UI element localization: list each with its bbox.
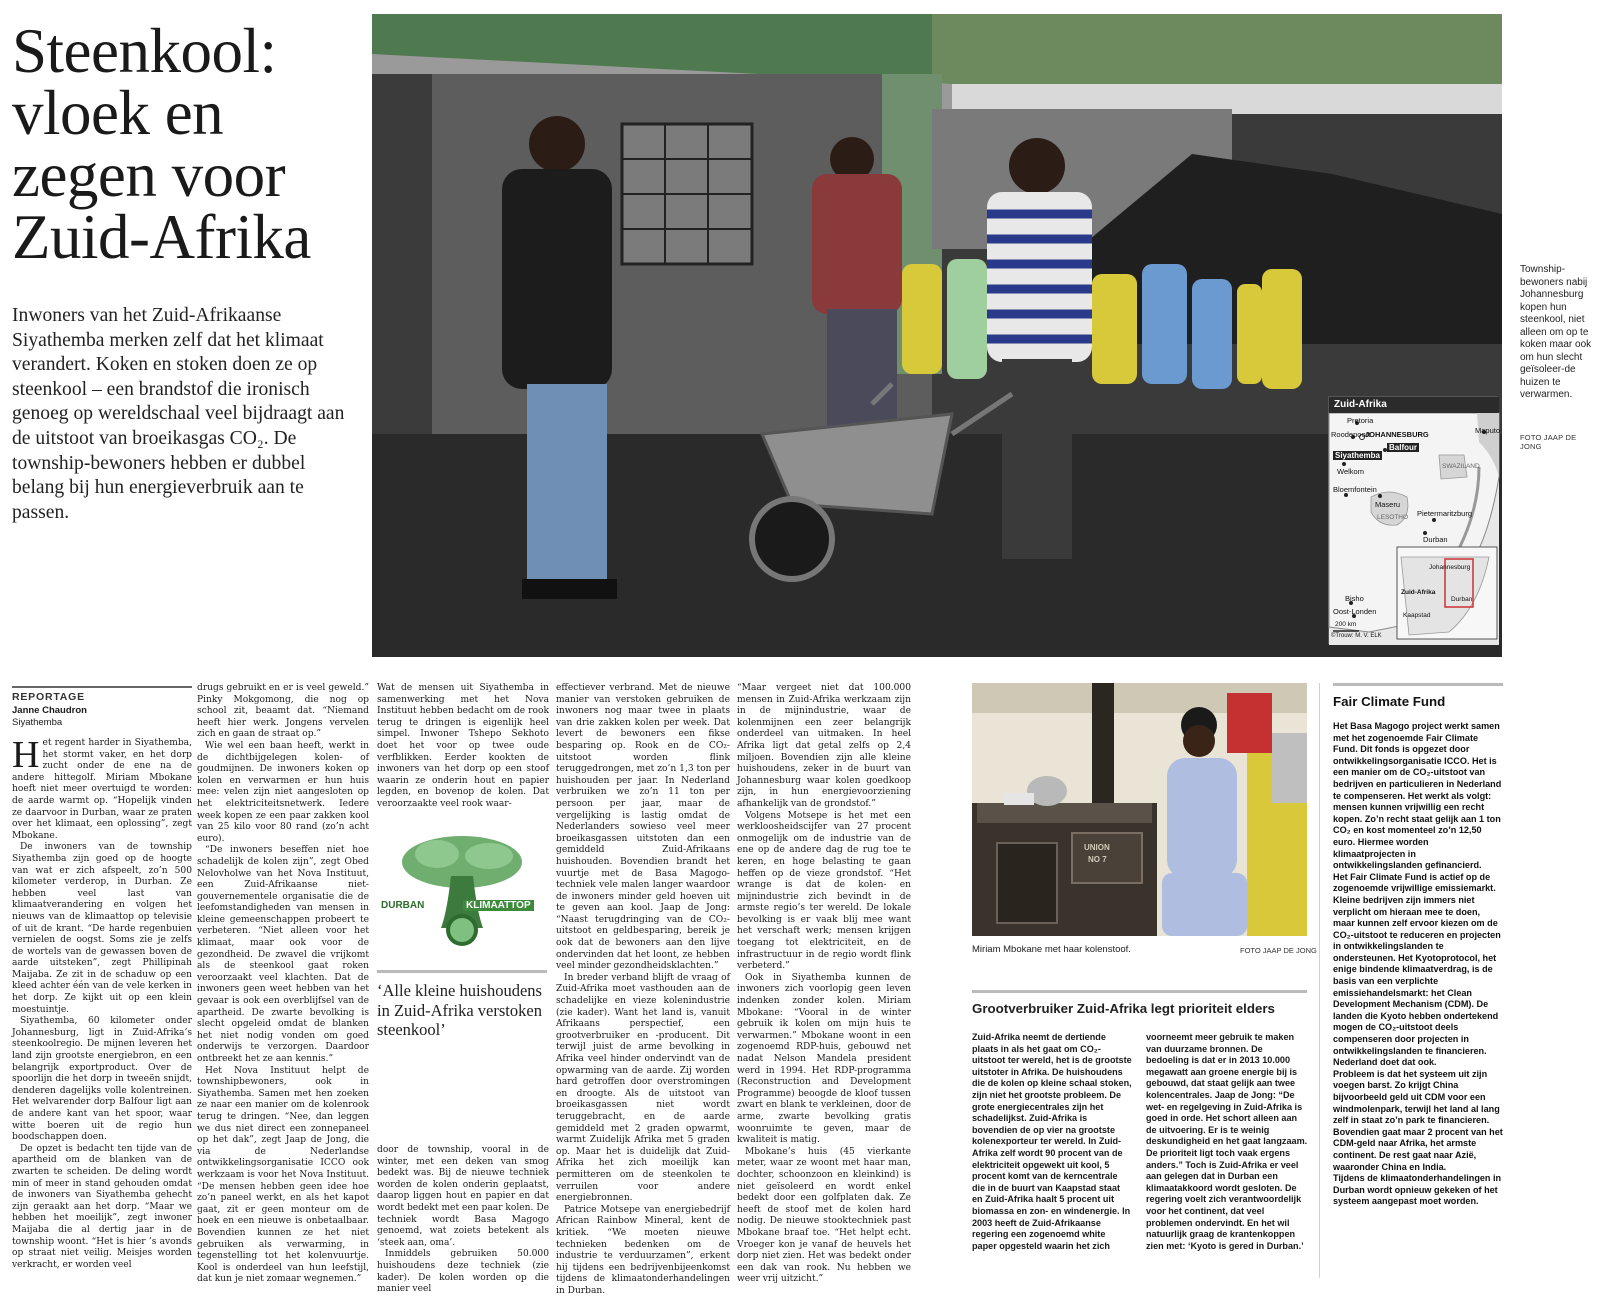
logo-text-durban: DURBAN — [381, 900, 425, 911]
article-paragraph: Wie wel een baan heeft, werkt in de dichtbijgelegen kolen- of goudmijnen. De inwoners koken op kolen en verwarmen er hun huis mee: velen zijn niet aangesloten op het elektriciteitsnetwerk. Iedere week kopen ze een paar zakken kool van 25 kilo voor 80 rand (zo’n acht euro). — [197, 740, 369, 844]
article-paragraph: In breder verband blijft de vraag of Zuid-Afrika moet vasthouden aan de schadelijke en vieze kolenindustrie (zie kader). Want het land is, vanuit Afrikaans perspectief, een grootverbruiker en -producent. Dit terwijl juist de arme bevolking in Afrika veel hinder ondervindt van de opwarming van de aarde. Zij worden hard getroffen door overstromingen en droogte. Als de uitstoot van broeikasgassen niet wordt teruggebracht, en de aarde gemiddeld met 2 graden opwarmt, warmt Zuidelijk Afrika met 5 graden op. Maar het is duidelijk dat Zuid-Afrika het zich moeilijk kan permitteren om de steenkolen te verruilen voor andere energiebronnen. — [556, 972, 730, 1204]
author-name: Janne Chaudron — [12, 705, 87, 716]
map-label-siyathemba: Siyathemba — [1335, 451, 1380, 460]
article-paragraph: “Maar vergeet niet dat 100.000 mensen in Zuid-Afrika werkzaam zijn in de mijnindustrie, waar de kolenmijnen een zeer belangrijk onderdeel van uitmaken. In heel Afrika ligt dat getal zelfs op 2,4 miljoen. Bovendien zijn alle kleine huishoudens, zeker in de buurt van Johannesburg waar kolen goedkoop zijn, in hun energievoorziening afhankelijk van de grondstof.” — [737, 683, 911, 809]
article-paragraph: Siyathemba, 60 kilometer onder Johannesburg, ligt in Zuid-Afrika’s steenkoolregio. De mijnen leveren het land zijn grootste energiebron, en een belangrijk exportproduct. Over de spoorlijn die het dorp in tweeën snijdt, denderen dagelijks volle kolentreinen. Het welvarender dorp Balfour ligt aan de andere kant van het spoor, waar witte boeren uit de regio hun boodschappen doen. — [12, 1016, 192, 1143]
article-column-5 — [737, 683, 911, 1283]
article-column-1 — [12, 734, 192, 1283]
durban-klimaattop-logo — [377, 832, 547, 950]
article-paragraph: drugs gebruikt en er is veel geweld.” Pinky Mokgomong, die nog op school zit, beaamt dat. “Niemand heeft hier werk. Jongens vervelen zich en gaan de straat op.” — [197, 683, 369, 740]
inset-label-zuid-afrika: Zuid-Afrika — [1401, 589, 1436, 596]
main-photo-caption: Township-bewoners nabij Johannesburg kopen hun steenkool, niet alleen om op te koken maar ook om hun slecht geïsoleer-de huizen te verwarmen. — [1520, 264, 1592, 400]
fair-climate-fund-box — [1333, 683, 1503, 1277]
box-paragraph: Het Fair Climate Fund is actief op de zogenoemde vrijwillige emissiemarkt. Kleine bedrijven zijn immers niet verplicht om hieraan mee te doen, maar kunnen zelf ervoor kiezen om de CO₂-uitstoot te reduceren en projecten in ontwikkelingslanden te ondersteunen. Het Kyotoprotocol, het enige bindende klimaatverdrag, is de basis van een verplichte emissiehandelsmarkt: het Clean Development Mechanism (CDM). De landen die Kyoto hebben ondertekend mogen de CO₂-uitstoot deels compenseren door projecten in ontwikkelingslanden te financieren. Nederland doet dat ook. — [1333, 871, 1501, 1068]
box-paragraph: Het Basa Magogo project werkt samen met het zogenoemde Fair Climate Fund. Dit fonds is opgezet door ontwikkelingsorganisatie ICCO. Het is een manier om de CO₂-uitstoot van bedrijven en particulieren in Nederland te compenseren. Het werkt als volgt: mensen kunnen vrijwillig een recht kopen. Zo’n recht staat gelijk aan 1 ton CO₂ en kost momenteel zo’n 12,50 euro. Hiermee worden klimaatprojecten in ontwikkelingslanden gefinancierd. — [1333, 721, 1502, 871]
inset-label-johannesburg: Johannesburg — [1429, 564, 1471, 571]
box-body — [1333, 721, 1503, 1208]
inset-label-kaapstad: Kaapstad — [1403, 612, 1431, 619]
map-scale: 200 km — [1335, 621, 1357, 628]
map-label-lesotho: LESOTHO — [1377, 514, 1409, 521]
stove-label-number: NO 7 — [1088, 855, 1107, 864]
column-divider — [1319, 683, 1320, 1278]
article-paragraph: Het Nova Instituut helpt de townshipbewoners, ook in Siyathemba. Samen met hen zoeken ze naar een manier om de kolenrook terug te dringen. “Nee, dan leggen we dus niet direct een zonnepaneel op het dak”, zegt Jaap de Jong, die via de Nederlandse ontwikkelingsorganisatie ICCO ook werkzaam is voor het Nova Instituut. “De mensen hebben geen idee hoe zo’n paneel werkt, en als het kapot gaat, zit er geen monteur om de hoek en een nieuwe is onbetaalbaar. Bovendien kunnen ze het niet gebruiken als verwarming, in tegenstelling tot het kolenvuurtje. Kool is onderdeel van hun leefstijl, dat kun je niet zomaar wegnemen.” — [197, 1065, 369, 1285]
article-paragraph: Inmiddels gebruiken 50.000 huishoudens deze techniek (zie kader). De kolen worden op die manier veel — [377, 1249, 549, 1295]
article-column-4 — [556, 683, 730, 1296]
article-paragraph: Patrice Motsepe van energiebedrijf African Rainbow Mineral, kent de kritiek. “We moeten nieuwe technieken bedenken om de industrie te verduurzamen”, erkent hij tijdens een bedrijvenbijeenkomst tijdens de klimaatonderhandelingen in Durban. — [556, 1204, 730, 1296]
article-paragraph: Mbokane’s huis (45 vierkante meter, waar ze woont met haar man, dochter, schoonzoon en kleinkind) is niet geïsoleerd en wordt enkel bedekt door een golfplaten dak. Ze heeft de stoof met de kolen hard nodig. De nieuwe stooktechniek past Mbokane braaf toe. “Het helpt echt. Vroeger kon je vanaf de heuvels het dorp niet zien. Het was bedekt onder een dak van rook. Nu hebben we weer vrij uitzicht.” — [737, 1146, 911, 1285]
sidebar-headline: Grootverbruiker Zuid-Afrika legt prioriteit elders — [972, 990, 1307, 1016]
article-paragraph: Het regent harder in Siyathemba, het stormt vaker, en het dorp zucht onder de ene na de andere hittegolf. Miriam Mbokane hoeft niet meer overtuigd te worden: de aarde warmt op. “Hopelijk vinden ze daarvoor in Durban, waar ze praten over het klimaat, een oplossing”, zegt Mbokane. — [12, 734, 192, 841]
map-source: ©Trouw: M. V. ELK — [1331, 633, 1382, 639]
article-paragraph: “De inwoners beseffen niet hoe schadelijk de kolen zijn”, zegt Obed Nelovholwe van het Nova Instituut, een Zuid-Afrikaanse niet-gouvernementele organisatie die de leefomstandigheden van mensen in kleine gemeenschappen probeert te verbeteren. “Niet alleen voor het klimaat, maar ook voor de gezondheid. De zwavel die vrijkomt als de steenkool gaat roken veroorzaakt veel klachten. Dat de inwoners geen weet hebben van het gevaar is ook een overblijfsel van de apartheid. De zwarte bevolking is slecht opgeleid omdat de blanken het niet nodig vonden om goed onderwijs te verzorgen. Daardoor ontbreekt het ze aan kennis.” — [197, 845, 369, 1064]
locator-map — [1328, 396, 1501, 644]
map-label-balfour: Balfour — [1389, 443, 1417, 452]
headline: Steenkool: vloek en zegen voor Zuid-Afrika — [12, 16, 311, 272]
article-paragraph: door de township, vooral in de winter, met een deken van smog bedekt was. Bij de nieuwe techniek worden de kolen onderin geplaatst, daarop liggen hout en papier en dat wordt bedekt met een paar kolen. De techniek wordt Basa Magogo genoemd, wat zoiets betekent als ‘steek aan, oma’. — [377, 1145, 549, 1248]
map-label-johannesburg: JOHANNESBURG — [1365, 430, 1429, 439]
stove-label-union: UNION — [1084, 843, 1110, 852]
inset-label-durban: Durban — [1451, 596, 1473, 603]
article-column-3-top — [377, 683, 549, 813]
map-label-bisho: Bisho — [1345, 594, 1364, 603]
box-paragraph: Probleem is dat het systeem uit zijn voegen barst. Zo krijgt China bijvoorbeeld geld uit CDM voor een windmolenpark, terwijl het land al lang zelf in staat zo’n park te financieren. Bovendien gaat maar 2 procent van het CDM-geld naar Afrika, het armste continent. De rest gaat naar Azië, waaronder China en India. — [1333, 1068, 1503, 1172]
pull-quote: ‘Alle kleine huishoudens in Zuid-Afrika verstoken steenkool’ — [377, 970, 547, 1040]
stove-photo-caption: Miriam Mbokane met haar kolenstoof. — [972, 944, 1131, 955]
box-title: Fair Climate Fund — [1333, 694, 1446, 709]
map-label-swaziland: SWAZILAND — [1442, 463, 1480, 470]
article-paragraph: De opzet is bedacht ten tijde van de apartheid om de blanken van de zwarten te scheiden. De deling wordt min of meer in stand gehouden omdat de inwoners van Siyathemba gehecht zijn geraakt aan het dorp. “Maar we hebben het moeilijk”, zegt inwoner Maijaba die al dertig jaar in de township woont. “Het is hier ’s avonds op straat niet veilig. Meisjes worden verkracht, er worden veel — [12, 1143, 192, 1270]
intro: Inwoners van het Zuid-Afrikaanse Siyathemba merken zelf dat het klimaat verandert. Koken en stoken doen ze op steenkool – een brandstof die ironisch genoeg op wereldschaal veel bijdraagt aan de uitstoot van broeikasgas CO₂. De township-bewoners hebben er dubbel belang bij hun energieverbruik aan te passen. — [12, 305, 345, 523]
map-title: Zuid-Afrika — [1329, 397, 1499, 413]
byline — [12, 705, 192, 729]
drop-cap: H — [12, 734, 40, 776]
map-label-pretoria: Pretoria — [1347, 416, 1374, 425]
map-label-oost-londen: Oost-Londen — [1333, 607, 1377, 616]
article-paragraph: Wat de mensen uit Siyathemba in samenwerking met het Nova Instituut hebben bedacht om de rook terug te dringen is eigenlijk heel simpel. Inwoner Tshepo Sekhoto doet het voor op twee oude verfblikken. Eerder kookten de inwoners van het dorp op een stoof waarin ze onderin hout en papier legden, en bovenop de kolen. Dat veroorzaakte veel rook waar- — [377, 683, 549, 809]
map-label-pietermaritzburg: Pietermaritzburg — [1417, 509, 1473, 518]
map-label-maseru: Maseru — [1375, 500, 1401, 509]
dateline: Siyathemba — [12, 717, 63, 728]
map-label-maputo: Maputo — [1475, 426, 1501, 435]
section-kicker: REPORTAGE — [12, 686, 192, 703]
stove-photo — [972, 683, 1307, 936]
map-label-durban: Durban — [1423, 535, 1448, 544]
article-column-3-bottom — [377, 1145, 549, 1295]
sidebar-column-2: voorneemt meer gebruik te maken van duurzame bronnen. De bedoeling is dat er in 2013 10.000 megawatt aan groene energie bij is gebouwd, dat staat gelijk aan twee kolencentrales. Jaap de Jong: “De wet- en regelgeving in Zuid-Afrika is goed in orde. Het schort alleen aan de uitvoering. Er is te weinig deskundigheid en het gaat langzaam. De prioriteit ligt toch vaak ergens anders.” Toch is Zuid-Afrika er veel aan gelegen dat in Durban een klimaatakkoord wordt gesloten. De regering voelt zich verantwoordelijk voor het continent, dat veel problemen ondervindt. En het wil natuurlijk graag de krantenkoppen zien met: ‘Kyoto is gered in Durban.’ — [1146, 1032, 1308, 1251]
map-label-welkom: Welkom — [1337, 467, 1364, 476]
article-paragraph: Ook in Siyathemba kunnen de inwoners zich voorlopig geen leven indenken zonder kolen. Miriam Mbokane: “Vooral in de winter gebruik ik kolen om mijn huis te verwarmen.” Mbokane woont in een zogenoemd RDP-huis, gebouwd net nadat Nelson Mandela president werd in 1994. Het RDP-programma (Reconstruction and Development Programme) beoogde de kloof tussen zwart en blank te verkleinen, door de arme, zwarte bevolking gratis woonruimte te geven, maar de kwaliteit is matig. — [737, 972, 911, 1146]
map-label-bloemfontein: Bloemfontein — [1333, 485, 1377, 494]
main-photo-credit: FOTO JAAP DE JONG — [1520, 433, 1577, 451]
article-paragraph: De inwoners van de township Siyathemba zijn goed op de hoogte van wat er zich afspeelt, zo’n 500 kilometer verderop, in Durban. Ze hebben veel last van klimaatverandering en volgen het nieuws van de klimaattop op televisie of uit de krant. “De harde regenbuien vernielen de oogst. Soms zie je zelfs de wortels van de gewassen boven de aarde uitsteken”, zegt Phillipinah Maijaba. Ze zit in de schaduw op een kleed achter één van de vele kerken in het dorp. Ze kijkt uit op een klein moestuintje. — [12, 842, 192, 1015]
article-paragraph: Volgens Motsepe is het met een werkloosheidscijfer van 27 procent onmogelijk om de industrie van de ene op de andere dag de rug toe te keren, en hoge belasting te gaan heffen op de vieze grondstof. “Het wrange is dat de kolen- en mijnindustrie zich bevindt in de armste regio’s ter wereld. De lokale bevolking is er vaak blij mee want het verschaft werk; mensen krijgen toegang tot elektriciteit, en de infrastructuur in de regio wordt flink verbeterd.” — [737, 810, 911, 972]
sidebar-column-1: Zuid-Afrika neemt de dertiende plaats in als het gaat om CO₂-uitstoot ter wereld, het is de grootste uitstoter in Afrika. De huishoudens die de kolen op kleine schaal stoken, zijn niet het grootste probleem. De grote energiecentrales zijn het schadelijkst. Zuid-Afrika is bovendien de op vier na grootste kolenexporteur ter wereld. In Zuid-Afrika zelf wordt 90 procent van de elektriciteit opgewekt uit kool, 5 procent komt van de kerncentrale die in de buurt van Kaapstad staat en Zuid-Afrika haalt 5 procent uit biomassa en zon- en windenergie. In 2003 heeft de Zuid-Afrikaanse regering een zogenoemd white paper opgesteld waarin het zich — [972, 1032, 1132, 1251]
article-column-2 — [197, 683, 369, 1283]
baobab-tree-icon — [377, 832, 547, 950]
article-paragraph: effectiever verbrand. Met de nieuwe manier van verstoken gebruiken de inwoners nog maar twee in plaats van drie zakken kolen per week. Dat levert de bewoners een fikse besparing op. Rook en de CO₂-uitstoot worden flink teruggedrongen, met zo’n 1,3 ton per huishouden per jaar. In Nederland verbruiken we zo’n 11 ton per persoon per jaar, maar de vergelijking is lastig omdat de Nederlanders sowieso veel meer broeikasgassen uitstoten dan een gemiddeld Zuid-Afrikaans huishouden. Bovendien brandt het vuurtje met de Basa Magogo-techniek vele malen langer waardoor de inwoners minder geld hoeven uit te geven aan kool. Jaap de Jong: “Naast terugdringing van de CO₂-uitstoot en geldbesparing, bereik je ook dat de bewoners aan den lijve ondervinden dat het loont, ze hebben veel minder gezondheidsklachten.” — [556, 683, 730, 972]
woman-with-stove-scene — [972, 683, 1307, 936]
map-label-roodepoort: Roodepoort — [1331, 430, 1371, 439]
stove-photo-credit: FOTO JAAP DE JONG — [1240, 946, 1317, 955]
box-paragraph: Tijdens de klimaatonderhandelingen in Durban wordt opnieuw gekeken of het systeem aangepast moet worden. — [1333, 1173, 1502, 1207]
logo-text-klimaattop: KLIMAATTOP — [463, 900, 534, 911]
